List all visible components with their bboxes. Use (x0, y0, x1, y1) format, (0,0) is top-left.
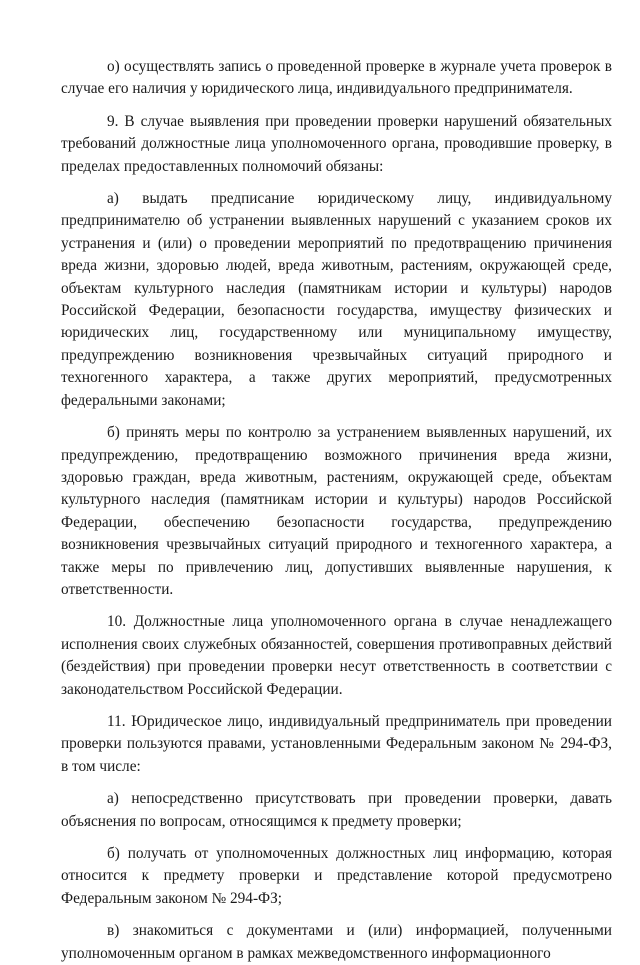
paragraph-clause-9-item-b: б) принять меры по контролю за устранением выявленных нарушений, их предупреждению, предотвращению возможного причинения вреда жизни, здоровью граждан, вреда животным, растениям, окружающей среде, объектам культурного наследия (памятникам истории и культуры) народов Российской Федерации, обеспечению безопасности государства, предупреждению возникновения чрезвычайных ситуаций природного и техногенного характера, а также меры по привлечению лиц, допустивших выявленные нарушения, к ответственности. (61, 424, 612, 598)
paragraph-clause-9: 9. В случае выявления при проведении проверки нарушений обязательных требований должностные лица уполномоченного органа, проводившие проверку, в пределах предоставленных полномочий обязаны: (61, 112, 612, 175)
paragraph-item-o: о) осуществлять запись о проведенной проверке в журнале учета проверок в случае его наличия у юридического лица, индивидуального предпринимателя. (61, 58, 612, 98)
paragraph-clause-11-item-a: а) непосредственно присутствовать при проведении проверки, давать объяснения по вопросам, относящимся к предмету проверки; (61, 790, 612, 830)
paragraph-clause-11-item-b: б) получать от уполномоченных должностных лиц информацию, которая относится к предмету проверки и представление которой предусмотрено Федеральным законом № 294-ФЗ; (61, 845, 612, 907)
paragraph-clause-11-item-v: в) знакомиться с документами и (или) информацией, полученными уполномоченным органом в рамках межведомственного информационного (61, 922, 612, 962)
paragraph-clause-9-item-a: а) выдать предписание юридическому лицу, индивидуальному предпринимателю об устранении выявленных нарушений с указанием сроков их устранения и (или) о проведении мероприятий по предотвращению причинения вреда жизни, здоровью людей, вреда животным, растениям, окружающей среде, объектам культурного наследия (памятникам истории и культуры) народов Российской Федерации, безопасности государства, имуществу физических и юридических лиц, государственному или муниципальному имуществу, предупреждению возникновения чрезвычайных ситуаций природного и техногенного характера, а также других мероприятий, предусмотренных федеральными законами; (61, 190, 612, 409)
paragraph-clause-10: 10. Должностные лица уполномоченного органа в случае ненадлежащего исполнения своих служебных обязанностей, совершения противоправных действий (бездействия) при проведении проверки несут ответственность в соответствии с законодательством Российской Федерации. (61, 613, 612, 698)
paragraph-clause-11: 11. Юридическое лицо, индивидуальный предприниматель при проведении проверки пользуются правами, установленными Федеральным законом № 294-ФЗ, в том числе: (61, 712, 612, 775)
